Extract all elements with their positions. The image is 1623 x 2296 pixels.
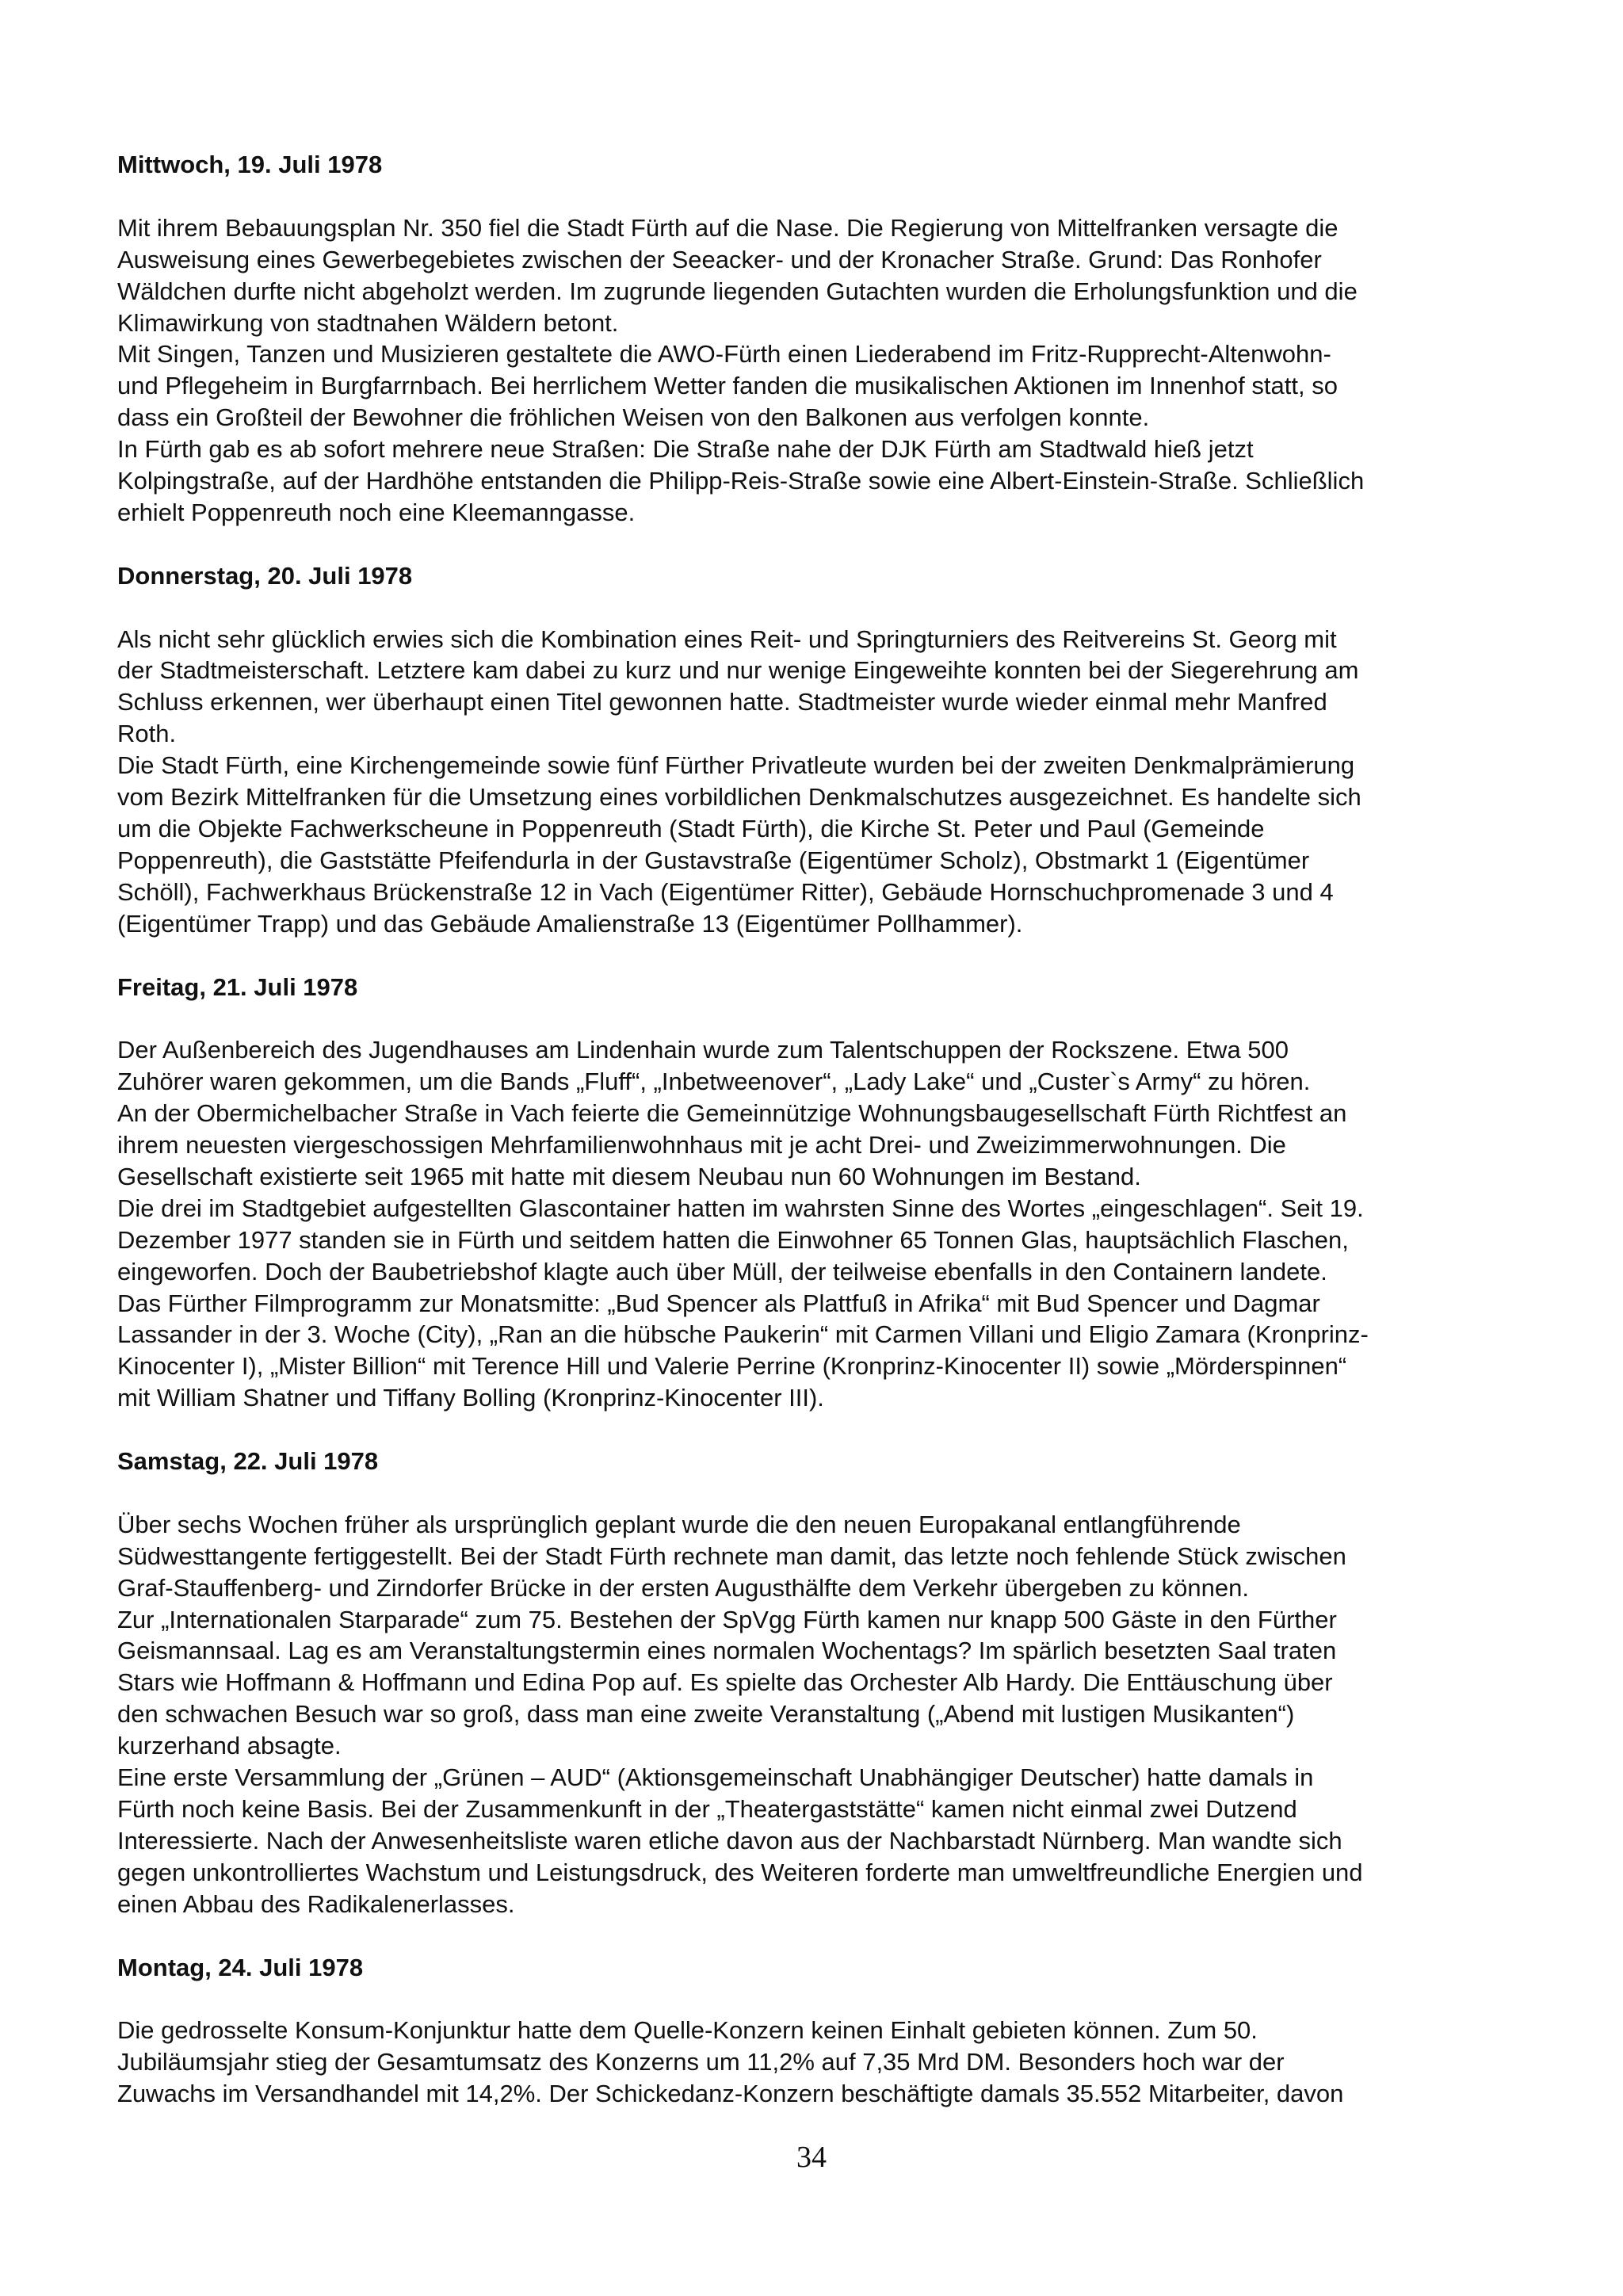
text-line: Poppenreuth), die Gaststätte Pfeifendurla in der Gustavstraße (Eigentümer Scholz), Obstmarkt 1 (Eigentümer [117, 846, 1310, 874]
text-line: um die Objekte Fachwerkscheune in Poppenreuth (Stadt Fürth), die Kirche St. Peter und Paul (Gemeinde [117, 814, 1265, 842]
day-entry [117, 1446, 1544, 1920]
text-line: Zur „Internationalen Starparade“ zum 75. Bestehen der SpVgg Fürth kamen nur knapp 500 Gäste in den Fürther [117, 1605, 1337, 1633]
text-line: Lassander in der 3. Woche (City), „Ran an die hübsche Paukerin“ mit Carmen Villani und Eligio Zamara (Kronprinz- [117, 1320, 1369, 1349]
text-line: Gesellschaft existierte seit 1965 mit hatte mit diesem Neubau nun 60 Wohnungen im Bestand. [117, 1162, 1141, 1190]
text-line: den schwachen Besuch war so groß, dass man eine zweite Veranstaltung („Abend mit lustigen Musikanten“) [117, 1700, 1295, 1729]
text-line: und Pflegeheim in Burgfarrnbach. Bei herrlichem Wetter fanden die musikalischen Aktionen im Innenhof statt, so [117, 372, 1338, 400]
text-line: Zuwachs im Versandhandel mit 14,2%. Der Schickedanz-Konzern beschäftigte damals 35.552 Mitarbeiter, davon [117, 2080, 1344, 2108]
text-line: Mit Singen, Tanzen und Musizieren gestaltete die AWO-Fürth einen Liederabend im Fritz-Rupprecht-Altenwohn- [117, 340, 1331, 369]
text-line: Interessierte. Nach der Anwesenheitsliste waren etliche davon aus der Nachbarstadt Nürnberg. Man wandte sich [117, 1826, 1342, 1855]
day-heading: Freitag, 21. Juli 1978 [117, 972, 358, 1001]
text-line: Südwesttangente fertiggestellt. Bei der Stadt Fürth rechnete man damit, das letzte noch fehlende Stück zwischen [117, 1541, 1346, 1570]
text-line: einen Abbau des Radikalenerlasses. [117, 1889, 515, 1918]
day-heading: Montag, 24. Juli 1978 [117, 1953, 364, 1981]
text-line: mit William Shatner und Tiffany Bolling (Kronprinz-Kinocenter III). [117, 1384, 824, 1412]
text-line: Roth. [117, 720, 177, 748]
text-line: An der Obermichelbacher Straße in Vach feierte die Gemeinnützige Wohnungsbaugesellschaft Fürth Richtfest an [117, 1099, 1347, 1128]
day-heading: Donnerstag, 20. Juli 1978 [117, 561, 413, 590]
text-line: eingeworfen. Doch der Baubetriebshof klagte auch über Müll, der teilweise ebenfalls in den Containern landete. [117, 1257, 1327, 1286]
text-line: Jubiläumsjahr stieg der Gesamtumsatz des Konzerns um 11,2% auf 7,35 Mrd DM. Besonders hoch war der [117, 2048, 1285, 2076]
text-line: Mit ihrem Bebauungsplan Nr. 350 fiel die Stadt Fürth auf die Nase. Die Regierung von Mittelfranken versagte die [117, 213, 1338, 242]
text-line: Schluss erkennen, wer überhaupt einen Titel gewonnen hatte. Stadtmeister wurde wieder einmal mehr Manfred [117, 688, 1327, 716]
text-line: kurzerhand absagte. [117, 1732, 342, 1760]
text-line: Geismannsaal. Lag es am Veranstaltungstermin eines normalen Wochentags? Im spärlich besetzten Saal traten [117, 1637, 1337, 1665]
day-heading: Samstag, 22. Juli 1978 [117, 1447, 379, 1476]
text-line: Über sechs Wochen früher als ursprünglich geplant wurde die den neuen Europakanal entlangführende [117, 1510, 1241, 1538]
day-entry [117, 560, 1544, 940]
text-line: Als nicht sehr glücklich erwies sich die Kombination eines Reit- und Springturniers des Reitvereins St. Georg mit [117, 625, 1337, 653]
text-line: Kolpingstraße, auf der Hardhöhe entstanden die Philipp-Reis-Straße sowie eine Albert-Einstein-Straße. Schließlich [117, 467, 1365, 495]
text-line: Die Stadt Fürth, eine Kirchengemeinde sowie fünf Fürther Privatleute wurden bei der zweiten Denkmalprämierung [117, 751, 1355, 780]
text-line: Die gedrosselte Konsum-Konjunktur hatte dem Quelle-Konzern keinen Einhalt gebieten können. Zum 50. [117, 2016, 1258, 2045]
text-line: (Eigentümer Trapp) und das Gebäude Amalienstraße 13 (Eigentümer Pollhammer). [117, 909, 1023, 938]
text-line: Fürth noch keine Basis. Bei der Zusammenkunft in der „Theatergaststätte“ kamen nicht einmal zwei Dutzend [117, 1795, 1297, 1824]
document-body [117, 149, 1544, 2141]
text-line: erhielt Poppenreuth noch eine Kleemanngasse. [117, 498, 636, 526]
text-line: gegen unkontrolliertes Wachstum und Leistungsdruck, des Weiteren forderte man umweltfreundliche Energien und [117, 1858, 1363, 1886]
text-line: Zuhörer waren gekommen, um die Bands „Fluff“, „Inbetweenover“, „Lady Lake“ und „Custer`s Army“ zu hören. [117, 1068, 1311, 1096]
text-line: Eine erste Versammlung der „Grünen – AUD“ (Aktionsgemeinschaft Unabhängiger Deutscher) hatte damals in [117, 1763, 1314, 1792]
text-line: Dezember 1977 standen sie in Fürth und seitdem hatten die Einwohner 65 Tonnen Glas, hauptsächlich Flaschen, [117, 1225, 1349, 1254]
text-line: Schöll), Fachwerkhaus Brückenstraße 12 in Vach (Eigentümer Ritter), Gebäude Hornschuchpromenade 3 und 4 [117, 877, 1334, 906]
text-line: Graf-Stauffenberg- und Zirndorfer Brücke in der ersten Augusthälfte dem Verkehr übergeben zu können. [117, 1573, 1249, 1602]
text-line: Kinocenter I), „Mister Billion“ mit Terence Hill und Valerie Perrine (Kronprinz-Kinocenter II) sowie „Mörderspinnen“ [117, 1352, 1347, 1381]
text-line: der Stadtmeisterschaft. Letztere kam dabei zu kurz und nur wenige Eingeweihte konnten bei der Siegerehrung am [117, 656, 1359, 685]
text-line: Die drei im Stadtgebiet aufgestellten Glascontainer hatten im wahrsten Sinne des Wortes „eingeschlagen“. Seit 19. [117, 1194, 1364, 1222]
text-line: In Fürth gab es ab sofort mehrere neue Straßen: Die Straße nahe der DJK Fürth am Stadtwald hieß jetzt [117, 435, 1254, 464]
day-entry [117, 1952, 1544, 2111]
text-line: ihrem neuesten viergeschossigen Mehrfamilienwohnhaus mit je acht Drei- und Zweizimmerwohnungen. Die [117, 1131, 1286, 1159]
page-number: 34 [796, 2141, 827, 2174]
day-heading: Mittwoch, 19. Juli 1978 [117, 151, 383, 178]
text-line: Ausweisung eines Gewerbegebietes zwischen der Seeacker- und der Kronacher Straße. Grund: Das Ronhofer [117, 245, 1322, 273]
text-line: Klimawirkung von stadtnahen Wäldern betont. [117, 308, 619, 337]
text-line: Stars wie Hoffmann & Hoffmann und Edina Pop auf. Es spielte das Orchester Alb Hardy. Die Enttäuschung über [117, 1668, 1333, 1697]
text-line: Der Außenbereich des Jugendhauses am Lindenhain wurde zum Talentschuppen der Rockszene. Etwa 500 [117, 1036, 1289, 1064]
text-line: Das Fürther Filmprogramm zur Monatsmitte: „Bud Spencer als Plattfuß in Afrika“ mit Bud Spencer und Dagmar [117, 1289, 1320, 1317]
day-entry [117, 149, 1544, 529]
text-line: dass ein Großteil der Bewohner die fröhlichen Weisen von den Balkonen aus verfolgen konnte. [117, 403, 1150, 432]
day-entry [117, 972, 1544, 1415]
text-line: vom Bezirk Mittelfranken für die Umsetzung eines vorbildlichen Denkmalschutzes ausgezeichnet. Es handelte sich [117, 783, 1361, 812]
text-line: Wäldchen durfte nicht abgeholzt werden. Im zugrunde liegenden Gutachten wurden die Erholungsfunktion und die [117, 277, 1358, 305]
